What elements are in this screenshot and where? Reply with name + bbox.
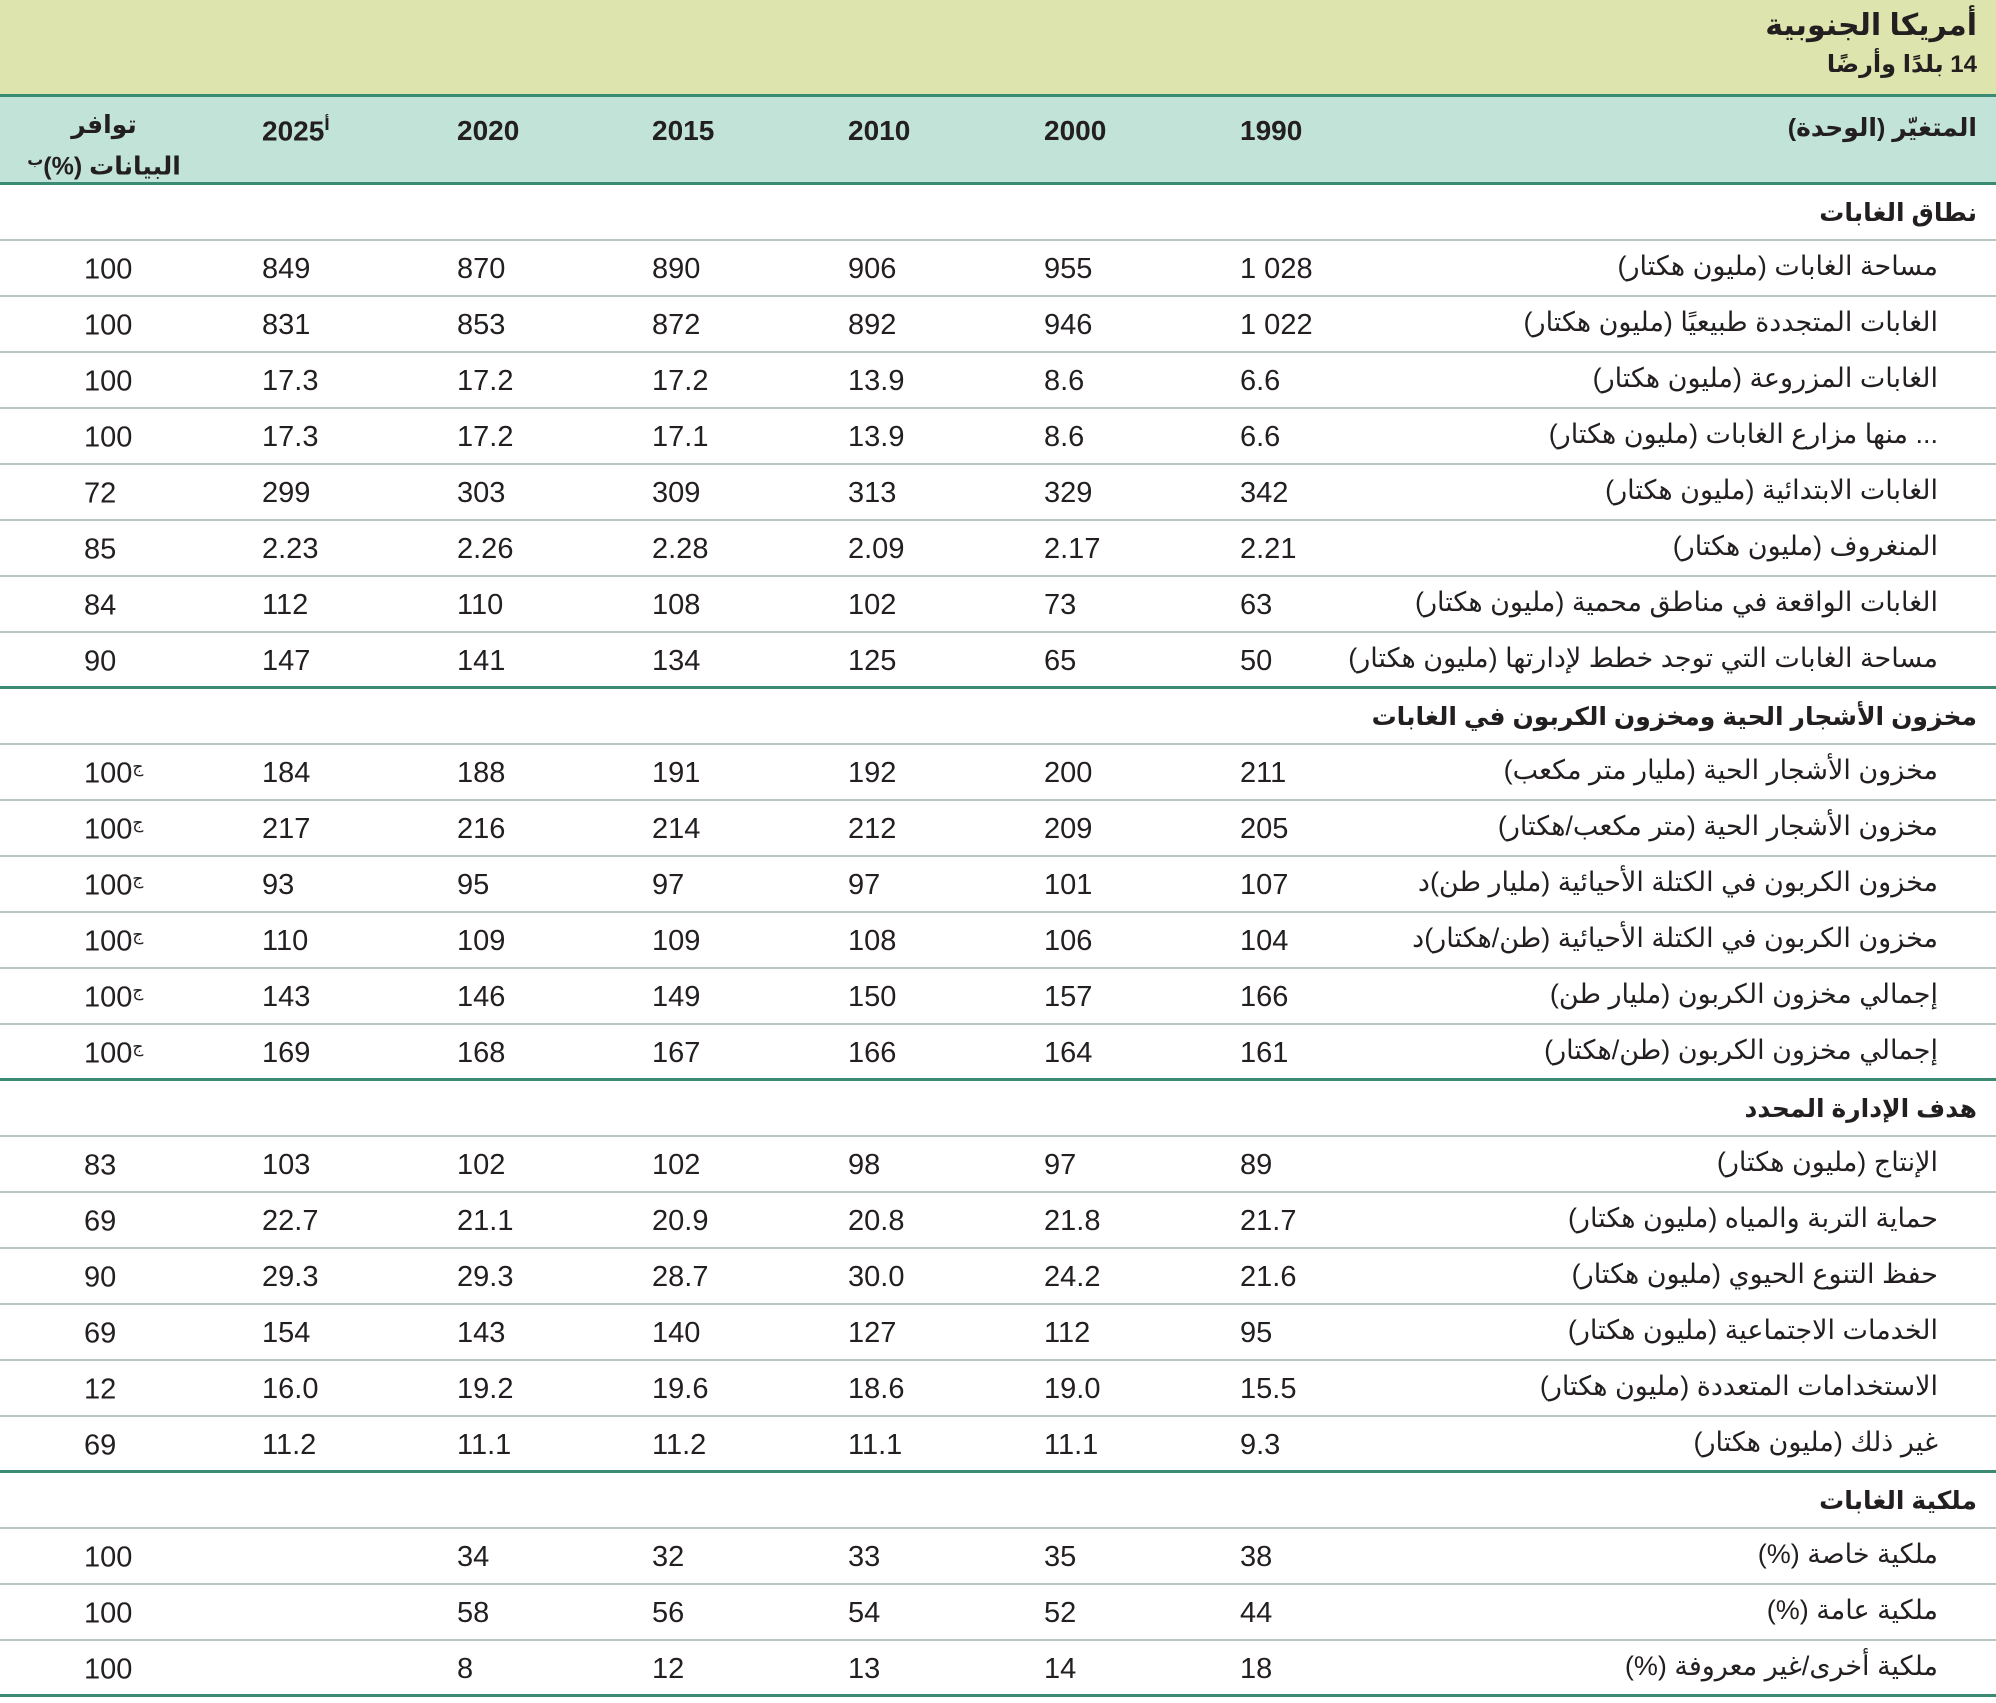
table-row (0, 633, 1996, 689)
value-2010: 30.0 (848, 1261, 905, 1293)
value-2020: 110 (457, 589, 504, 621)
value-2025: 16.0 (262, 1373, 319, 1405)
value-2015: 102 (652, 1149, 701, 1181)
value-2010: 166 (848, 1037, 897, 1069)
value-2020: 216 (457, 813, 506, 845)
value-2000: 8.6 (1044, 365, 1085, 397)
value-2015: 32 (652, 1541, 685, 1573)
row-label: مخزون الكربون في الكتلة الأحيائية (طن/هكتار)د (1412, 923, 1938, 953)
value-1990: 18 (1240, 1653, 1273, 1685)
availability-number: 100 (84, 1597, 133, 1630)
row-label: إجمالي مخزون الكربون (مليار طن) (1549, 979, 1938, 1009)
table-row (0, 1025, 1996, 1081)
value-2010: 313 (848, 477, 897, 509)
column-header-row (0, 94, 1996, 185)
table-row (0, 521, 1996, 577)
header-2015: 2015 (652, 115, 715, 146)
value-availability (84, 1037, 143, 1071)
value-2015: 17.2 (652, 365, 709, 397)
value-1990: 1 028 (1240, 253, 1313, 285)
value-2020: 11.1 (457, 1429, 512, 1461)
value-1990: 2.21 (1240, 533, 1297, 565)
table-row (0, 801, 1996, 857)
table-row (0, 1417, 1996, 1473)
value-2010: 150 (848, 981, 897, 1013)
table-row (0, 1249, 1996, 1305)
row-label: الغابات المزروعة (مليون هكتار) (1592, 363, 1938, 393)
table-row (0, 465, 1996, 521)
value-1990: 107 (1240, 869, 1289, 901)
value-2010: 98 (848, 1149, 881, 1181)
value-2015: 167 (652, 1037, 701, 1069)
value-2000: 164 (1044, 1037, 1093, 1069)
header-1990: 1990 (1240, 115, 1303, 146)
value-2020: 102 (457, 1149, 506, 1181)
value-2010: 906 (848, 253, 897, 285)
row-label: الاستخدامات المتعددة (مليون هكتار) (1539, 1371, 1938, 1401)
row-label: غير ذلك (مليون هكتار) (1693, 1427, 1938, 1457)
value-2000: 73 (1044, 589, 1077, 621)
availability-footnote: ج (132, 925, 144, 944)
row-label: ملكية خاصة (%) (1757, 1539, 1938, 1569)
availability-number: 84 (84, 589, 117, 622)
row-label: حماية التربة والمياه (مليون هكتار) (1567, 1203, 1938, 1233)
value-2015: 11.2 (652, 1429, 707, 1461)
value-2015: 56 (652, 1597, 685, 1629)
value-availability (84, 925, 143, 959)
availability-number: 100 (84, 869, 133, 902)
availability-number: 100 (84, 1037, 133, 1070)
availability-number: 100 (84, 757, 133, 790)
table-row (0, 1529, 1996, 1585)
value-2025: 110 (262, 925, 309, 957)
value-2010: 892 (848, 309, 897, 341)
header-2000: 2000 (1044, 115, 1107, 146)
value-availability (84, 365, 132, 399)
header-availability-note: ب (27, 152, 44, 169)
value-2020: 853 (457, 309, 506, 341)
section-header-row (0, 1473, 1996, 1529)
section-header-row (0, 1081, 1996, 1137)
value-2020: 143 (457, 1317, 506, 1349)
availability-number: 100 (84, 309, 133, 342)
value-2010: 20.8 (848, 1205, 905, 1237)
value-1990: 15.5 (1240, 1373, 1297, 1405)
value-availability (84, 645, 116, 679)
value-2000: 329 (1044, 477, 1093, 509)
value-availability (84, 309, 132, 343)
value-2015: 97 (652, 869, 685, 901)
value-2020: 109 (457, 925, 506, 957)
value-2020: 141 (457, 645, 506, 677)
value-2025: 2.23 (262, 533, 319, 565)
value-2015: 19.6 (652, 1373, 709, 1405)
value-availability (84, 1653, 132, 1687)
availability-number: 100 (84, 365, 133, 398)
value-availability (84, 589, 116, 623)
value-2010: 2.09 (848, 533, 905, 565)
section-title: ملكية الغابات (1819, 1487, 1977, 1515)
value-1990: 161 (1240, 1037, 1289, 1069)
value-2025: 93 (262, 869, 295, 901)
section-title: هدف الإدارة المحدد (1744, 1095, 1977, 1123)
header-2025-note: أ (324, 117, 330, 134)
value-1990: 44 (1240, 1597, 1273, 1629)
value-2020: 2.26 (457, 533, 514, 565)
availability-footnote: ج (132, 813, 144, 832)
value-2000: 97 (1044, 1149, 1077, 1181)
value-1990: 342 (1240, 477, 1289, 509)
availability-number: 100 (84, 1653, 133, 1686)
value-2010: 108 (848, 925, 897, 957)
value-2015: 109 (652, 925, 701, 957)
availability-footnote: ج (132, 757, 144, 776)
availability-number: 83 (84, 1149, 117, 1182)
row-label: مخزون الكربون في الكتلة الأحيائية (مليار طن)د (1417, 867, 1938, 897)
value-2020: 188 (457, 757, 506, 789)
table-row (0, 1137, 1996, 1193)
value-2010: 13 (848, 1653, 881, 1685)
value-2020: 870 (457, 253, 506, 285)
row-label: ملكية أخرى/غير معروفة (%) (1624, 1651, 1938, 1681)
row-label: ملكية عامة (%) (1766, 1595, 1938, 1625)
region-title: أمريكا الجنوبية (1765, 9, 1977, 42)
value-2020: 303 (457, 477, 506, 509)
value-2025: 147 (262, 645, 311, 677)
availability-footnote: ج (132, 981, 144, 1000)
value-1990: 95 (1240, 1317, 1273, 1349)
value-availability (84, 253, 132, 287)
value-1990: 63 (1240, 589, 1273, 621)
row-label: الإنتاج (مليون هكتار) (1716, 1147, 1938, 1177)
availability-number: 69 (84, 1429, 117, 1462)
value-availability (84, 869, 143, 903)
value-2000: 106 (1044, 925, 1093, 957)
availability-number: 90 (84, 645, 117, 678)
value-2000: 24.2 (1044, 1261, 1101, 1293)
availability-number: 90 (84, 1261, 117, 1294)
value-1990: 50 (1240, 645, 1273, 677)
value-2020: 58 (457, 1597, 490, 1629)
value-2015: 28.7 (652, 1261, 709, 1293)
value-2025: 103 (262, 1149, 311, 1181)
value-2025: 154 (262, 1317, 311, 1349)
value-2025: 29.3 (262, 1261, 319, 1293)
value-2025: 184 (262, 757, 311, 789)
value-availability (84, 757, 143, 791)
table-row (0, 241, 1996, 297)
section-title: نطاق الغابات (1819, 199, 1977, 227)
availability-number: 72 (84, 477, 117, 510)
value-2020: 17.2 (457, 365, 514, 397)
section-header-row (0, 689, 1996, 745)
availability-number: 100 (84, 253, 133, 286)
value-1990: 38 (1240, 1541, 1273, 1573)
value-2025: 169 (262, 1037, 311, 1069)
value-2000: 200 (1044, 757, 1093, 789)
value-2000: 946 (1044, 309, 1093, 341)
value-2015: 214 (652, 813, 701, 845)
availability-number: 100 (84, 813, 133, 846)
value-1990: 21.6 (1240, 1261, 1297, 1293)
value-2020: 146 (457, 981, 506, 1013)
header-2025-label: 2025 (262, 115, 325, 147)
value-availability (84, 1205, 116, 1239)
availability-number: 100 (84, 421, 133, 454)
value-2010: 33 (848, 1541, 881, 1573)
row-label: حفظ التنوع الحيوي (مليون هكتار) (1571, 1259, 1938, 1289)
value-1990: 166 (1240, 981, 1289, 1013)
value-availability (84, 421, 132, 455)
value-2000: 19.0 (1044, 1373, 1101, 1405)
table-row (0, 1361, 1996, 1417)
value-availability (84, 981, 143, 1015)
availability-footnote: ج (132, 869, 144, 888)
value-2020: 21.1 (457, 1205, 514, 1237)
value-2000: 21.8 (1044, 1205, 1101, 1237)
value-2000: 52 (1044, 1597, 1077, 1629)
value-1990: 205 (1240, 813, 1289, 845)
value-2020: 29.3 (457, 1261, 514, 1293)
value-2020: 19.2 (457, 1373, 514, 1405)
value-availability (84, 533, 116, 567)
row-label: مساحة الغابات التي توجد خطط لإدارتها (مليون هكتار) (1348, 643, 1938, 673)
row-label: مساحة الغابات (مليون هكتار) (1617, 251, 1938, 281)
table-row (0, 913, 1996, 969)
value-2010: 212 (848, 813, 897, 845)
value-2025: 849 (262, 253, 311, 285)
value-2000: 11.1 (1044, 1429, 1099, 1461)
value-2015: 872 (652, 309, 701, 341)
row-label: الخدمات الاجتماعية (مليون هكتار) (1567, 1315, 1938, 1345)
region-subtitle: 14 بلدًا وأرضًا (1826, 51, 1977, 78)
table-row (0, 857, 1996, 913)
value-2000: 112 (1044, 1317, 1091, 1349)
availability-number: 100 (84, 981, 133, 1014)
value-2025: 17.3 (262, 421, 319, 453)
row-label: المنغروف (مليون هكتار) (1672, 531, 1938, 561)
row-label: ... منها مزارع الغابات (مليون هكتار) (1548, 419, 1938, 449)
value-2020: 34 (457, 1541, 490, 1573)
value-2015: 2.28 (652, 533, 709, 565)
value-availability (84, 1373, 116, 1407)
value-2010: 13.9 (848, 365, 905, 397)
table-row (0, 1585, 1996, 1641)
table-row (0, 745, 1996, 801)
value-2015: 309 (652, 477, 701, 509)
title-band (0, 0, 1996, 94)
value-2000: 14 (1044, 1653, 1077, 1685)
value-1990: 1 022 (1240, 309, 1313, 341)
header-variable: المتغيّر (الوحدة) (1787, 114, 1977, 142)
value-2015: 12 (652, 1653, 685, 1685)
value-2025: 11.2 (262, 1429, 317, 1461)
value-2025: 831 (262, 309, 311, 341)
value-1990: 9.3 (1240, 1429, 1281, 1461)
value-2010: 97 (848, 869, 881, 901)
section-title: مخزون الأشجار الحية ومخزون الكربون في الغابات (1371, 703, 1977, 731)
value-2015: 890 (652, 253, 701, 285)
availability-number: 85 (84, 533, 117, 566)
row-label: مخزون الأشجار الحية (متر مكعب/هكتار) (1497, 811, 1938, 841)
value-availability (84, 1541, 132, 1575)
row-label: الغابات المتجددة طبيعيًا (مليون هكتار) (1523, 307, 1938, 337)
value-availability (84, 1429, 116, 1463)
value-1990: 6.6 (1240, 421, 1281, 453)
value-2025: 299 (262, 477, 311, 509)
value-2000: 8.6 (1044, 421, 1085, 453)
table-row (0, 577, 1996, 633)
table-row (0, 1193, 1996, 1249)
value-availability (84, 1149, 116, 1183)
value-1990: 104 (1240, 925, 1289, 957)
value-1990: 21.7 (1240, 1205, 1297, 1237)
availability-number: 69 (84, 1317, 117, 1350)
value-2000: 35 (1044, 1541, 1077, 1573)
value-2025: 112 (262, 589, 309, 621)
value-2025: 22.7 (262, 1205, 319, 1237)
table-row (0, 353, 1996, 409)
value-2000: 209 (1044, 813, 1093, 845)
value-2010: 102 (848, 589, 897, 621)
availability-footnote: ج (132, 1037, 144, 1056)
availability-number: 100 (84, 925, 133, 958)
value-2015: 17.1 (652, 421, 709, 453)
value-2020: 17.2 (457, 421, 514, 453)
table-row (0, 297, 1996, 353)
value-2010: 127 (848, 1317, 897, 1349)
row-label: الغابات الواقعة في مناطق محمية (مليون هكتار) (1415, 587, 1938, 617)
value-2015: 20.9 (652, 1205, 709, 1237)
header-availability (24, 107, 184, 184)
value-2020: 8 (457, 1653, 474, 1685)
value-availability (84, 1317, 116, 1351)
table-row (0, 409, 1996, 465)
value-2025: 143 (262, 981, 311, 1013)
table-row (0, 969, 1996, 1025)
value-2010: 192 (848, 757, 897, 789)
value-1990: 211 (1240, 757, 1287, 789)
value-2015: 108 (652, 589, 701, 621)
value-availability (84, 1597, 132, 1631)
row-label: مخزون الأشجار الحية (مليار متر مكعب) (1503, 755, 1938, 785)
row-label: الغابات الابتدائية (مليون هكتار) (1605, 475, 1938, 505)
header-availability-label: توافر البيانات (%) (43, 111, 181, 181)
value-2025: 217 (262, 813, 311, 845)
value-2000: 65 (1044, 645, 1077, 677)
table-row (0, 1641, 1996, 1697)
value-1990: 6.6 (1240, 365, 1281, 397)
value-1990: 89 (1240, 1149, 1273, 1181)
value-2000: 2.17 (1044, 533, 1101, 565)
availability-number: 100 (84, 1541, 133, 1574)
value-2010: 18.6 (848, 1373, 905, 1405)
value-2015: 191 (652, 757, 701, 789)
value-2010: 125 (848, 645, 897, 677)
value-2000: 955 (1044, 253, 1093, 285)
header-2020: 2020 (457, 115, 520, 146)
value-availability (84, 1261, 116, 1295)
value-2010: 11.1 (848, 1429, 903, 1461)
value-2000: 157 (1044, 981, 1093, 1013)
value-availability (84, 813, 143, 847)
value-2015: 149 (652, 981, 701, 1013)
value-2025: 17.3 (262, 365, 319, 397)
value-2010: 54 (848, 1597, 881, 1629)
value-2010: 13.9 (848, 421, 905, 453)
section-header-row (0, 185, 1996, 241)
value-2000: 101 (1044, 869, 1093, 901)
value-2020: 95 (457, 869, 490, 901)
availability-number: 12 (84, 1373, 117, 1406)
header-2010: 2010 (848, 115, 911, 146)
availability-number: 69 (84, 1205, 117, 1238)
value-availability (84, 477, 116, 511)
table-row (0, 1305, 1996, 1361)
row-label: إجمالي مخزون الكربون (طن/هكتار) (1544, 1035, 1938, 1065)
header-2025 (262, 115, 330, 147)
value-2020: 168 (457, 1037, 506, 1069)
value-2015: 134 (652, 645, 701, 677)
value-2015: 140 (652, 1317, 701, 1349)
